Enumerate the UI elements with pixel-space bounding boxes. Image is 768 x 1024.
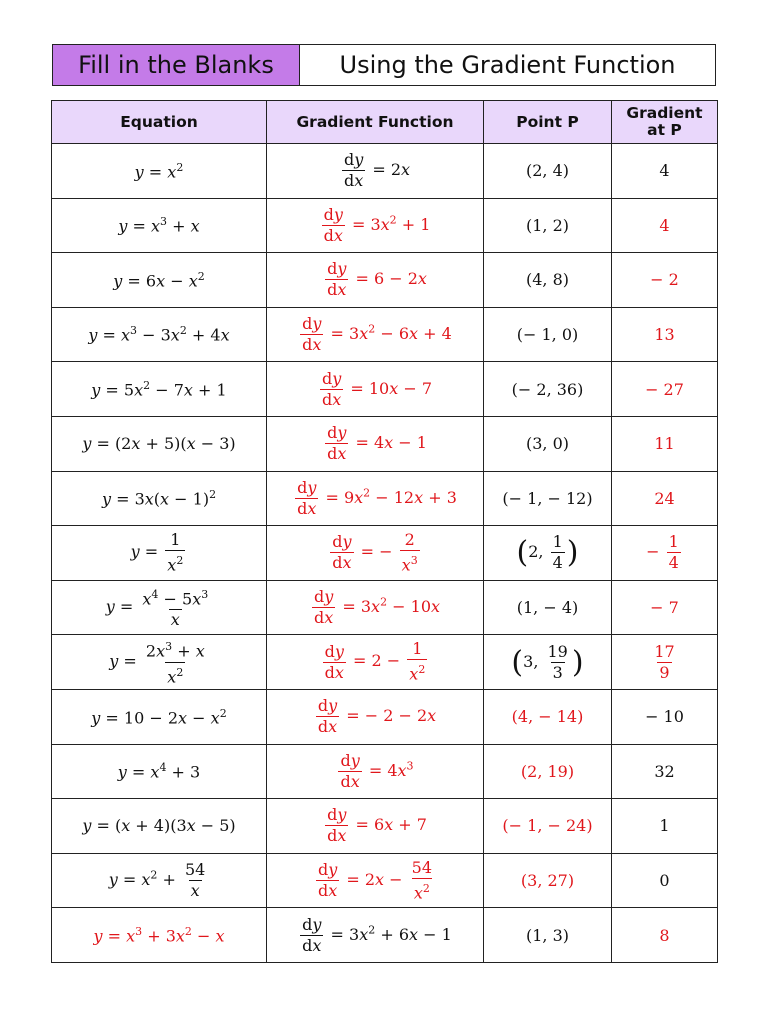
gradient-function-cell: $\frac{dy}{dx}$ = $3x^2 - 6x + 4$ — [267, 307, 484, 362]
gradient-function-cell: $\frac{dy}{dx}$ = − 2 − 2x — [267, 689, 484, 744]
gradient-at-p-cell: 0 — [612, 853, 718, 908]
gradient-at-p-cell: 11 — [612, 416, 718, 471]
gradient-at-p-cell: 32 — [612, 744, 718, 799]
table-row — [52, 198, 718, 253]
equation-cell: y = (x + 4)(3x − 5) — [52, 799, 267, 854]
gradient-at-p-cell: 13 — [612, 307, 718, 362]
gradient-at-p-cell: 1 — [612, 799, 718, 854]
gradient-at-p-cell: 4 — [612, 198, 718, 253]
point-p-cell: (4, − 14) — [484, 689, 612, 744]
gradient-at-p-cell: 24 — [612, 471, 718, 526]
gradient-at-p-cell: − 7 — [612, 580, 718, 635]
gradient-function-cell: $\frac{dy}{dx}$ = 4x − 1 — [267, 416, 484, 471]
point-p-cell: (− 1, − 12) — [484, 471, 612, 526]
gradient-at-p-cell: − $\frac{1}{4}$ — [612, 526, 718, 581]
equation-cell: $y = x^4 + 3$ — [52, 744, 267, 799]
gradient-table — [51, 100, 718, 963]
equation-cell: y = $\frac{2x^3 + x}{x^2}$ — [52, 635, 267, 690]
equation-cell: $y = 3x(x - 1)^2$ — [52, 471, 267, 526]
gradient-at-p-cell: − 2 — [612, 253, 718, 308]
column-header-gradient-function: Gradient Function — [267, 101, 484, 144]
gradient-function-cell: $\frac{dy}{dx}$ = 2x — [267, 144, 484, 199]
equation-cell: $y = 10 - 2x - x^2$ — [52, 689, 267, 744]
gradient-function-cell: $\frac{dy}{dx}$ = $4x^3$ — [267, 744, 484, 799]
equation-cell: y = (2x + 5)(x − 3) — [52, 416, 267, 471]
equation-cell: $y = x^2$ + $\frac{54}{x}$ — [52, 853, 267, 908]
table-row — [52, 635, 718, 690]
table-row — [52, 307, 718, 362]
gradient-at-p-cell: 4 — [612, 144, 718, 199]
gradient-function-cell: $\frac{dy}{dx}$ = − $\frac{2}{x^3}$ — [267, 526, 484, 581]
table-row — [52, 744, 718, 799]
point-p-cell: (3, $\frac{19}{3}$ ) — [484, 635, 612, 690]
point-p-cell: (3, 0) — [484, 416, 612, 471]
point-p-cell: (1, 3) — [484, 908, 612, 963]
equation-cell: y = $\frac{1}{x^2}$ — [52, 526, 267, 581]
gradient-function-cell: $\frac{dy}{dx}$ = $3x^2 + 6x - 1$ — [267, 908, 484, 963]
equation-cell: $y = x^3 + x$ — [52, 198, 267, 253]
worksheet-type-label: Fill in the Blanks — [53, 45, 300, 85]
gradient-function-cell: $\frac{dy}{dx}$ = $3x^2 - 10x$ — [267, 580, 484, 635]
table-row — [52, 908, 718, 963]
column-header-point-p: Point P — [484, 101, 612, 144]
point-p-cell: (1, − 4) — [484, 580, 612, 635]
table-row — [52, 853, 718, 908]
table-header-row — [52, 101, 718, 144]
gradient-function-cell: $\frac{dy}{dx}$ = 2x − $\frac{54}{x^2}$ — [267, 853, 484, 908]
point-p-cell: (− 1, − 24) — [484, 799, 612, 854]
table-row — [52, 580, 718, 635]
point-p-cell: (− 2, 36) — [484, 362, 612, 417]
table-row — [52, 416, 718, 471]
gradient-function-cell: $\frac{dy}{dx}$ = 2 − $\frac{1}{x^2}$ — [267, 635, 484, 690]
gradient-at-p-cell: − 10 — [612, 689, 718, 744]
gradient-function-cell: $\frac{dy}{dx}$ = $9x^2 - 12x + 3$ — [267, 471, 484, 526]
gradient-function-cell: $\frac{dy}{dx}$ = $3x^2 + 1$ — [267, 198, 484, 253]
worksheet-title: Using the Gradient Function — [339, 51, 676, 79]
column-header-equation: Equation — [52, 101, 267, 144]
gradient-function-cell: $\frac{dy}{dx}$ = 6 − 2x — [267, 253, 484, 308]
table-row — [52, 689, 718, 744]
table-row — [52, 526, 718, 581]
point-p-cell: (1, 2) — [484, 198, 612, 253]
gradient-at-p-cell: − 27 — [612, 362, 718, 417]
gradient-at-p-cell: $\frac{17}{9}$ — [612, 635, 718, 690]
table-row — [52, 799, 718, 854]
gradient-function-cell: $\frac{dy}{dx}$ = 6x + 7 — [267, 799, 484, 854]
equation-cell: $y = 5x^2 - 7x + 1$ — [52, 362, 267, 417]
equation-cell: $y = x^2$ — [52, 144, 267, 199]
table-row — [52, 471, 718, 526]
point-p-cell: (2, $\frac{1}{4}$ ) — [484, 526, 612, 581]
point-p-cell: (2, 4) — [484, 144, 612, 199]
point-p-cell: (4, 8) — [484, 253, 612, 308]
gradient-at-p-cell: 8 — [612, 908, 718, 963]
table-row — [52, 362, 718, 417]
equation-cell: $y = 6x - x^2$ — [52, 253, 267, 308]
equation-cell: $y = x^3 + 3x^2 - x$ — [52, 908, 267, 963]
point-p-cell: (3, 27) — [484, 853, 612, 908]
title-bar — [52, 44, 716, 86]
column-header-gradient-at-p: Gradient at P — [612, 101, 718, 144]
equation-cell: $y = x^3 - 3x^2 + 4x$ — [52, 307, 267, 362]
equation-cell: y = $\frac{x^4 - 5x^3}{x}$ — [52, 580, 267, 635]
point-p-cell: (2, 19) — [484, 744, 612, 799]
table-row — [52, 144, 718, 199]
table-row — [52, 253, 718, 308]
gradient-function-cell: $\frac{dy}{dx}$ = 10x − 7 — [267, 362, 484, 417]
point-p-cell: (− 1, 0) — [484, 307, 612, 362]
